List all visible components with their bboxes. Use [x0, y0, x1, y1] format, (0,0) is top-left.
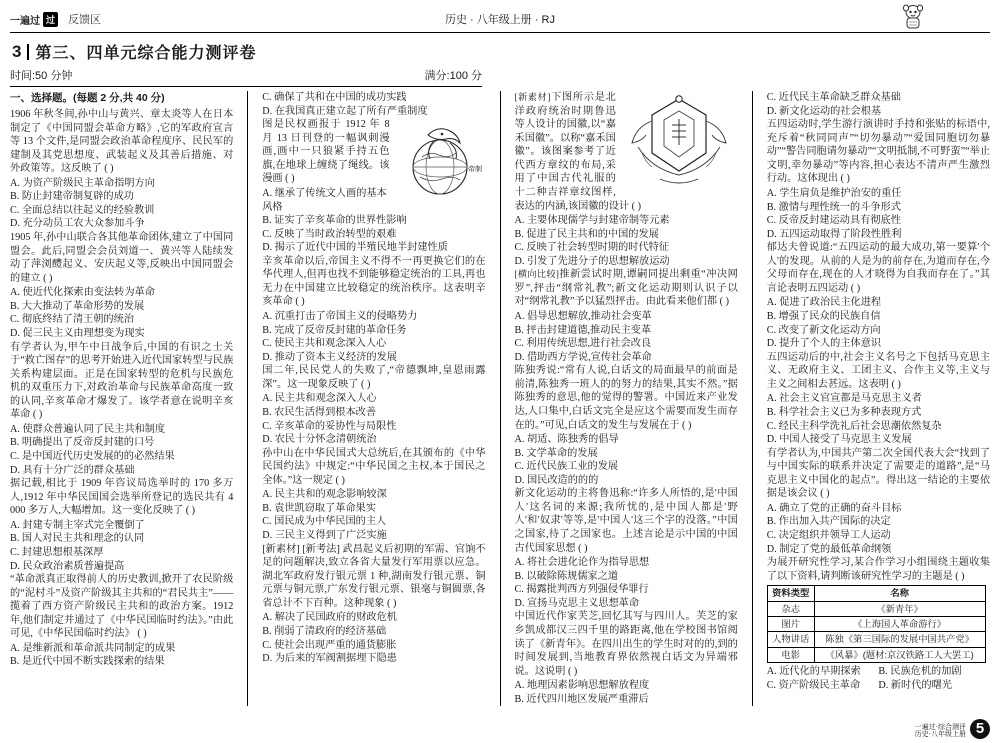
option: A. 胡适、陈独秀的倡导	[514, 434, 619, 446]
option: C. 使社会出现严重的通货膨胀	[262, 639, 397, 651]
time-limit: 时间:50 分钟	[10, 70, 73, 82]
option: D. 揭示了近代中国的半殖民地半封建性质	[262, 242, 448, 254]
svg-text:帝制: 帝制	[467, 165, 482, 174]
option: C. 反映了当时政治转型的艰难	[262, 228, 397, 240]
question: 孙中山在中华民国式大总统后,在其颁布的《中华民国约法》中规定:“中华民国之主权,本于国民之全体。”这一规定 ( )	[262, 447, 486, 486]
brand-badge: 过	[43, 12, 58, 27]
option: A. 使近代化探索由变法转为革命	[10, 287, 155, 299]
column-3	[515, 91, 738, 706]
table-row	[767, 632, 985, 647]
option: D. 国民改造的的的	[514, 474, 599, 486]
option: C. 反映了社会转型时期的时代特征	[514, 242, 670, 254]
column-divider	[247, 91, 248, 706]
question: 五四运动时,学生游行演讲时手持和张贴的标语中,充斥着“秋同同声”“切勿暴动”“爱国同胞切勿暴动”“警告同胞请勿暴动”“文明抵制,不可野蛮”“举止文明,幸勿暴动”等内容,担心表达不清声严生激烈行动。这体现出 ( )	[766, 119, 991, 185]
option: C. 利用传统思想,进行社会改良	[514, 338, 652, 350]
option: C. 辛亥革命的妥协性与局限性	[262, 420, 397, 432]
option: D. 为后来的军阀割据埋下隐患	[262, 653, 397, 665]
option: C. 是中国近代历史发展的的必然结果	[10, 451, 175, 463]
option: A. 沉重打击了帝国主义的侵略势力	[262, 311, 418, 322]
question: 为展开研究性学习,某合作学习小组围绕主题收集了以下资料,请判断该研究性学习的主题是 ( )	[766, 557, 991, 582]
option: D. 宣扬马克思主义思想革命	[514, 597, 640, 609]
option: C. 近代民族工业的发展	[514, 461, 619, 473]
option: C. 全面总结以往起义的经验教训	[10, 204, 155, 216]
table-cell: 图片	[767, 616, 814, 631]
option: A. 主要体现儒学与封建帝制等元素	[514, 215, 670, 227]
table-cell: 《风暴》(题材:京汉铁路工人大罢工)	[814, 647, 985, 662]
option: D. 新时代的曙光	[878, 679, 952, 691]
question: 五四运动后的中,社会主义名号之下包括马克思主义、无政府主义、工团主义、合作主义等,主义与主义之间相去甚远。这表明 ( )	[766, 351, 991, 390]
column-1	[10, 91, 233, 706]
question: 陈独秀说:“常有人说,白话文的局面最早的前面是前清,陈独秀一班人的的努力的结果,其实不然。”据陈独秀的意思,他的觉得的警署。中国近来产业发达,人口集中,白话文完全是应这个需要而发生而存在的。”可见,白话文的发生与发展在于 ( )	[514, 365, 738, 431]
option: D. 制定了党的最低革命纲领	[766, 543, 892, 555]
question: [横向比较]推新尝试时期,谭嗣同提出剩重“冲决网罗”,抨击“纲常礼教”;新文化运动期则认识子以对“纲常礼教”予以猛烈抨击。由此看来他们都 ( )	[514, 269, 738, 308]
option: B. 文学革命的发展	[514, 447, 598, 459]
option: C. 近代民主革命缺乏群众基础	[766, 92, 901, 103]
option: B. 大大推动了革命形势的发展	[10, 300, 145, 312]
brand-name: 一遍过	[10, 15, 40, 27]
option: A. 确立了党的正确的奋斗目标	[766, 502, 902, 514]
option: D. 具有十分广泛的群众基础	[10, 464, 135, 476]
question: 有学者认为,甲午中日战争后,中国的有识之士关于“救亡图存”的思考开始进入近代国家转型与民族关系构建层面。正是在国家转型的危机与民族危机的双重压力下,对政治革命与民族革命高度一致的认同,辛亥革命才爆发了。该学者意在说明辛亥革命 ( )	[10, 341, 234, 421]
question: 1906 年秋冬间,孙中山与黄兴、章太炎等人在日本制定了《中国同盟会革命方略》,它的军政府宣言等 13 个文件,是同盟会政治革命程度序、民民军的建制及其党思想度、武装起义及其善后措施、对外政策等。这反映了 ( )	[10, 108, 234, 175]
option: A. 民主共和的观念影响较深	[262, 489, 387, 501]
option: B. 是近代中国不断实践探索的结果	[10, 656, 165, 668]
question: “革命派真正取得前人的历史教训,掀开了农民阶级的“泥村斗”及资产阶级其主共和的“君民共主”——揽着了西方资产阶级民主共和的政治方案。1912 年,他们制定并通过了《中华民国临时约法》。”由此可见,《中华民国临时约法》 ( )	[10, 574, 234, 640]
option: C. 使民主共和观念深入人心	[262, 338, 387, 350]
option: D. 农民十分怀念清朝统治	[262, 434, 377, 446]
option: C. 国民成为中华民国的主人	[262, 516, 387, 528]
table-cell: 陈独《第三国际的发展中国共产党》	[814, 632, 985, 647]
question: 郁达夫曾说道:“五四运动的最大成功,第一要算'个人'的发现。从前的人是为的前存在,为道而存在,今父母而存在,现在的人才晓得为自我而存在了。”其言论表明五四运动 ( )	[766, 242, 991, 294]
column-divider	[752, 91, 753, 706]
column-4	[767, 91, 990, 706]
table-cell: 杂志	[767, 601, 814, 616]
table-header-row	[767, 586, 985, 601]
option: B. 增强了民众的民族自信	[766, 311, 881, 322]
option: C. 改变了新文化运动方向	[766, 324, 881, 336]
option: A. 使群众普遍认同了民主共和制度	[10, 423, 166, 435]
meta-rule	[10, 86, 482, 87]
option: A. 地理因素影响思想解放程度	[514, 680, 650, 692]
mascot-icon	[900, 3, 926, 31]
question: 国二年,民民党人的失败了,“帝德飘坤,皇恩雨露深”。这一现象反映了 ( )	[262, 365, 486, 390]
option: B. 完成了反帝反封建的革命任务	[262, 324, 407, 336]
table-cell: 《新青年》	[814, 601, 985, 616]
option: D. 借助西方学说,宣传社会革命	[514, 351, 652, 363]
header-center-title: 历史 · 八年级上册 · RJ	[445, 14, 555, 26]
question-columns	[10, 91, 990, 706]
option: D. 引发了先进分子的思想解放运动	[514, 255, 670, 267]
option: D. 充分动员工农大众参加斗争	[10, 218, 145, 230]
option: A. 倡导思想解放,推动社会变革	[514, 311, 652, 322]
option: C. 经民主科学洗礼后社会思潮依然复杂	[766, 420, 942, 432]
option: D. 新文化运动的社会根基	[766, 105, 882, 117]
page-number: 5	[970, 719, 990, 739]
option: A. 封建专制主宰式完全覆倒了	[10, 519, 145, 531]
option: D. 中国人接受了马克思主义发展	[766, 434, 912, 446]
option: B. 民族危机的加剧	[878, 666, 962, 678]
table-cell: 人物讲话	[767, 632, 814, 647]
column-2	[262, 91, 485, 706]
table-header-cell: 名称	[814, 586, 985, 601]
option: A. 学生肩负是维护治安的重任	[766, 187, 902, 199]
national-emblem-illustration	[620, 91, 738, 195]
option: B. 抨击封建道德,推动民主变革	[514, 324, 652, 336]
option: B. 防止封建帝制复辟的成功	[10, 191, 134, 203]
footer-line-1: 一遍过·综合测评	[914, 722, 966, 731]
question: 辛亥革命以后,帝国主义不得不一再更换它们的在华代理人,但再也找不到能够稳定统治的工具,再也无力在中国建立比较稳定的统治秩序。这表明辛亥革命 ( )	[262, 255, 486, 308]
globe-with-wolf-cartoon	[394, 119, 486, 199]
table-cell: 《上海国人革命游行》	[814, 616, 985, 631]
option: B. 近代四川地区发展严重滞后	[514, 693, 649, 705]
question: 中国近代作家芙芝,回忆其写与四川人。芙芝的家乡凯成都汉三四千里的路距离,他在学校图书馆阅读了《新青年》。在四川出生的学生时对的的,到的时间发展到,当地教育界依然视白话文为异端邪说。这说明 ( )	[514, 611, 738, 677]
paper-meta	[10, 67, 482, 83]
option: C. 反帝反封建运动具有彻底性	[766, 215, 901, 227]
full-score: 满分:100 分	[424, 70, 482, 82]
option: D. 三民主义得到了广泛实施	[262, 530, 387, 541]
option: B. 以破除陈规儒家之道	[514, 570, 619, 582]
question: [新素材]下图所示是北洋政府统治时期鲁迅等人设计的国徽,以“嘉禾国徽”。以称“嘉禾国徽”。该图案参考了近代西方章纹的布局,采用了中国古代礼服的十二种吉祥章纹图样,表达的内涵,该国徽的设计 ( )	[514, 92, 641, 212]
option: D. 在我国真正建立起了所有严重制度	[262, 105, 428, 117]
page-footer	[915, 719, 990, 739]
option: B. 激情与理性统一的斗争形式	[766, 201, 901, 213]
question: 图是民权画报于 1912 年 8 月 13 日刊登的一幅讽刺漫画,画中一只狼紧手持五色旗,在地球上缠绕了绳线。该漫画 ( )	[262, 119, 390, 185]
option: A. 继承了传统文人画的基本风格	[262, 187, 387, 213]
option: B. 削弱了清政府的经济基础	[262, 625, 387, 637]
option: A. 是维新派和革命派共同制定的成果	[10, 642, 176, 654]
table-header-cell: 资料类型	[767, 586, 814, 601]
section-heading-one: 一、选择题。(每题 2 分,共 40 分)	[10, 92, 165, 104]
option: C. 封建思想根基深厚	[10, 546, 104, 558]
option: C. 彻底终结了清王朝的统治	[10, 314, 134, 326]
option: A. 社会主义官宣都是马克思主义者	[766, 393, 922, 405]
option: C. 资产阶级民主革命	[766, 679, 861, 691]
option: D. 促三民主义由理想变为现实	[10, 327, 145, 339]
table-row	[767, 601, 985, 616]
title-divider	[27, 44, 29, 60]
question-tag: [横向比较]	[514, 269, 559, 280]
question: [新素材] [新考法] 武昌起义后初期的军需、官饷不足的问题解决,致立各省大量发行军用票以应急。湖北军政府发行银元票 1 种,湖南发行银元票、铜元票与铜元票,广东发行银元票、银毫与铜圆票,各省总计不下百种。这种现象 ( )	[262, 543, 486, 609]
option: B. 促进了民主共和的中国的发展	[514, 228, 659, 240]
question-tag: [新素材]	[514, 92, 551, 102]
option: A. 将社会进化论作为指导思想	[514, 557, 650, 569]
research-materials-table	[767, 585, 986, 663]
column-divider	[500, 91, 501, 706]
option: A. 促进了政治民主化进程	[766, 297, 882, 309]
option: D. 推动了资本主义经济的发展	[262, 351, 397, 363]
question: 有学者认为,中国共产第二次全国代表大会“找到了与中国实际的联系并决定了需要走的道路”,是“马克思主义中国化的起点”。得出这一结论的主要依据是该会议 ( )	[766, 447, 991, 500]
option: B. 国人对民主共和理念的认同	[10, 533, 145, 545]
paper-title	[10, 40, 990, 63]
option: B. 农民生活得到根本改善	[262, 406, 377, 418]
option: B. 袁世凯窃取了革命果实	[262, 502, 377, 514]
option: B. 证实了辛亥革命的世界性影响	[262, 215, 407, 227]
option: B. 科学社会主义已为多种表现方式	[766, 406, 922, 418]
option: A. 近代化的早期探索	[766, 666, 861, 678]
option: A. 为资产阶级民主革命指明方向	[10, 177, 155, 189]
option: D. 五四运动取得了阶段性胜利	[766, 228, 902, 240]
footer-line-2: 历史·八年级上册	[914, 730, 966, 739]
option: C. 确保了共和在中国的成功实践	[262, 92, 407, 103]
page-header	[10, 6, 990, 33]
table-row	[767, 616, 985, 631]
feedback-label: 反馈区	[68, 14, 102, 26]
option: C. 揭露批判西方列强侵华罪行	[514, 584, 649, 596]
table-row	[767, 647, 985, 662]
option: A. 民主共和观念深入人心	[262, 393, 377, 405]
option: A. 解决了民国政府的财政危机	[262, 612, 397, 624]
option: D. 提升了个人的主体意识	[766, 338, 882, 350]
option: B. 作出加入共产国际的决定	[766, 516, 891, 528]
paper-title-text: 第三、四单元综合能力测评卷	[35, 45, 257, 62]
question: 据记载,相比于 1909 年咨议局选举时的 170 多万人,1912 年中华民国国会选举所登记的选民共有 4 000 多万人,大幅增加。这一变化反映了 ( )	[10, 478, 234, 517]
question: 1905 年,孙中山联合各其他革命团体,建立了中国同盟会。此后,同盟会会员刘道一、黄兴等人陆续发动了萍浏醴起义、安庆起义等,反映出中国同盟会的建立 ( )	[10, 232, 234, 284]
question: 新文化运动的主将鲁迅称:“许多人所悟的,是'中国人'这名词的来源;我所忧的,是中国人都是'野人'和'奴隶'等等,是'中国人'这三个字的没落。”中国之国家,待了之国家也。上述言论是示中国的中国古代国家思想 ( )	[514, 488, 738, 554]
option: B. 明确提出了反帝反封建的口号	[10, 437, 155, 449]
option: D. 民众政治素质普遍提高	[10, 560, 125, 572]
option: C. 决定组织并领导工人运动	[766, 530, 891, 541]
footer-note	[915, 724, 966, 739]
table-cell: 电影	[767, 647, 814, 662]
paper-number: 3	[12, 41, 22, 61]
